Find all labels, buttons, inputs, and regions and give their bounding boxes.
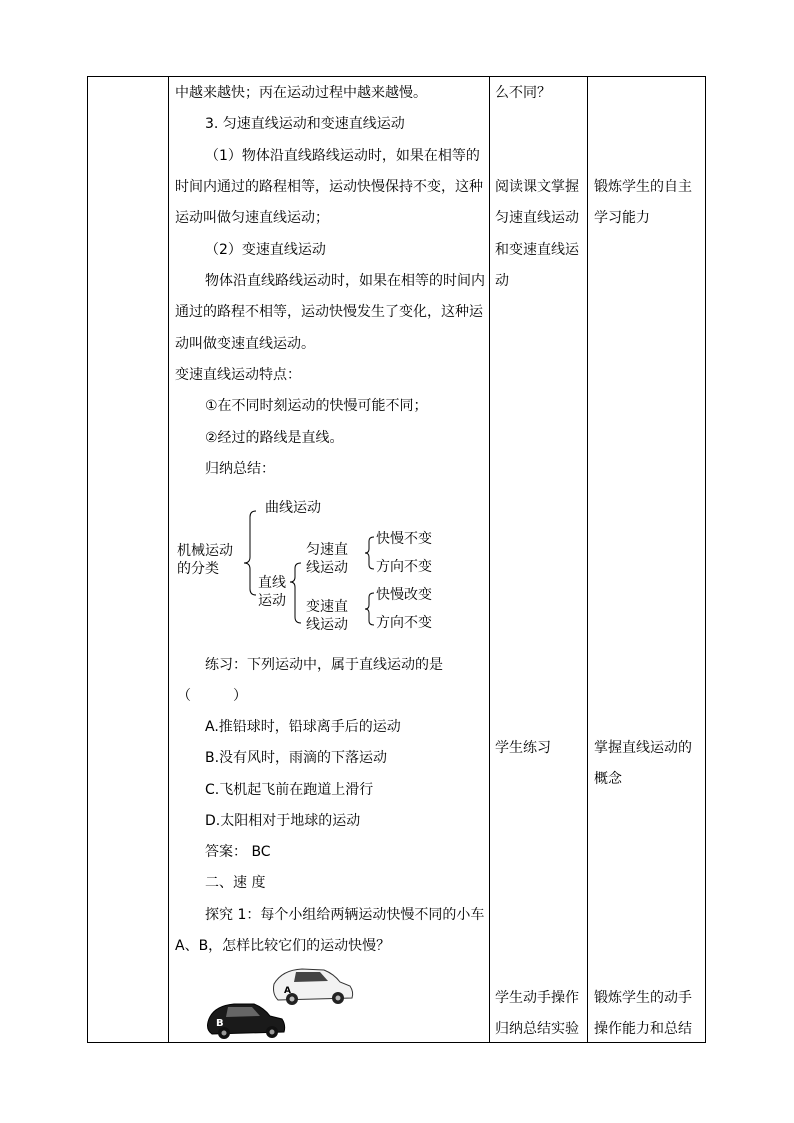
column-divider-1 [168, 77, 169, 1042]
purpose-text: 锻炼学生的自主 [594, 179, 692, 195]
motion-classification-diagram [174, 497, 474, 647]
content-line: 运动叫做匀速直线运动； [175, 210, 329, 226]
answer-blank: （ ） [177, 688, 247, 704]
student-activity-text: 学生动手操作 [495, 990, 579, 1006]
content-line: 动叫做变速直线运动。 [175, 336, 315, 352]
answer-line: 答案： BC [205, 844, 271, 860]
student-activity-text: 动 [495, 273, 509, 289]
student-activity-text: 归纳总结实验 [495, 1021, 579, 1037]
exercise-question: 练习：下列运动中，属于直线运动的是 [205, 657, 443, 673]
content-line: 中越来越快；丙在运动过程中越来越慢。 [175, 85, 427, 101]
student-activity-text: 和变速直线运 [495, 242, 579, 258]
content-line: 时间内通过的路程相等，运动快慢保持不变，这种 [175, 179, 483, 195]
content-line: ②经过的路线是直线。 [205, 430, 344, 446]
option-c: C.飞机起飞前在跑道上滑行 [205, 782, 374, 798]
explore-line: 探究 1：每个小组给两辆运动快慢不同的小车 [205, 907, 485, 923]
column-divider-3 [587, 77, 588, 1042]
student-activity-text: 学生练习 [495, 740, 551, 756]
purpose-text: 概念 [594, 771, 622, 787]
curve-motion-label: 曲线运动 [265, 500, 321, 516]
explore-line: A、B，怎样比较它们的运动快慢？ [175, 938, 391, 954]
column-divider-2 [489, 77, 490, 1042]
content-line: 归纳总结： [205, 461, 275, 477]
section-heading: 3. 匀速直线运动和变速直线运动 [205, 116, 405, 132]
car-a-label: A [284, 986, 291, 996]
purpose-text: 学习能力 [594, 210, 650, 226]
purpose-text: 操作能力和总结 [594, 1021, 692, 1037]
content-line: 变速直线运动特点： [175, 367, 301, 383]
car-b-label: B [216, 1018, 224, 1029]
content-line: 通过的路程不相等，运动快慢发生了变化，这种运 [175, 304, 483, 320]
two-cars-illustration [202, 962, 362, 1042]
variable-speed-label: 快慢改变 [376, 587, 432, 603]
purpose-text: 锻炼学生的动手 [594, 990, 692, 1006]
student-activity-text: 匀速直线运动 [495, 210, 579, 226]
uniform-motion-label: 匀速直线运动 [306, 542, 348, 576]
student-activity-text: 阅读课文掌握 [495, 179, 579, 195]
uniform-speed-label: 快慢不变 [376, 531, 432, 547]
lesson-table [87, 76, 706, 1043]
option-b: B.没有风时，雨滴的下落运动 [205, 750, 388, 766]
straight-motion-label: 直线运动 [258, 575, 286, 609]
content-line: 物体沿直线路线运动时，如果在相等的时间内 [205, 273, 485, 289]
purpose-text: 掌握直线运动的 [594, 740, 692, 756]
content-line: （2）变速直线运动 [205, 242, 326, 258]
mechanical-motion-label: 机械运动的分类 [177, 543, 233, 577]
variable-motion-label: 变速直线运动 [306, 599, 348, 633]
content-line: ①在不同时刻运动的快慢可能不同； [205, 398, 428, 414]
option-d: D.太阳相对于地球的运动 [205, 813, 361, 829]
student-activity-text: 么不同？ [495, 85, 551, 101]
uniform-direction-label: 方向不变 [376, 559, 432, 575]
section-title-speed: 二、速 度 [205, 875, 266, 891]
variable-direction-label: 方向不变 [376, 615, 432, 631]
content-line: （1）物体沿直线路线运动时，如果在相等的 [205, 148, 480, 164]
option-a: A.推铅球时，铅球离手后的运动 [205, 719, 401, 735]
